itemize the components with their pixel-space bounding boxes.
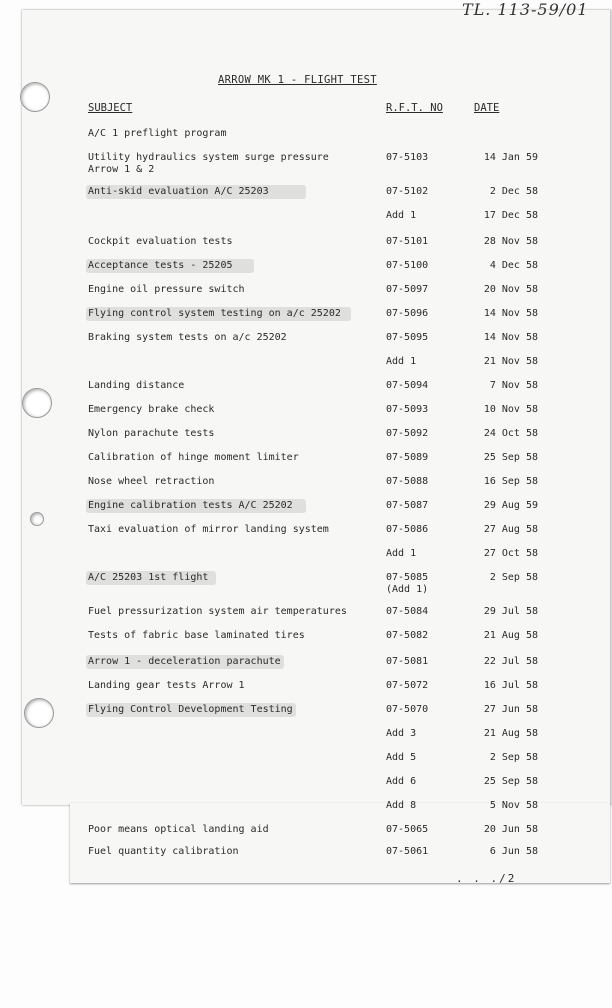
row-rft-number: 07-5093	[386, 404, 429, 415]
row-rft-number: 07-5087	[386, 500, 429, 511]
row-date: 21 Aug 58	[483, 728, 538, 739]
row-subject: Tests of fabric base laminated tires	[88, 630, 305, 641]
row-rft-number: 07-5084	[386, 606, 429, 617]
row-rft-number: Add 8	[386, 800, 417, 811]
row-date: 27 Oct 58	[483, 548, 538, 559]
row-date: 10 Nov 58	[483, 404, 538, 415]
row-subject: Braking system tests on a/c 25202	[88, 332, 287, 343]
row-subject: Acceptance tests - 25205	[88, 260, 233, 271]
binder-hole-bottom	[24, 698, 54, 728]
row-date: 2 Dec 58	[489, 186, 538, 197]
row-subject: Flying control system testing on a/c 25202	[88, 308, 341, 319]
row-subject: Poor means optical landing aid	[88, 824, 269, 835]
row-date: 27 Jun 58	[483, 704, 538, 715]
row-subject: Arrow 1 - deceleration parachute	[88, 656, 281, 667]
row-subject: Anti-skid evaluation A/C 25203	[88, 186, 269, 197]
row-subject: Nylon parachute tests	[88, 428, 215, 439]
binder-hole-top	[20, 82, 50, 112]
row-rft-number: 07-5095	[386, 332, 429, 343]
handwritten-reference: TL. 113-59/01	[462, 0, 589, 19]
row-date: 7 Nov 58	[489, 380, 538, 391]
row-date: 21 Aug 58	[483, 630, 538, 641]
row-rft-number: 07-5094	[386, 380, 429, 391]
row-subject: Emergency brake check	[88, 404, 215, 415]
row-date: 21 Nov 58	[483, 356, 538, 367]
row-date: 6 Jun 58	[489, 846, 538, 857]
row-subject: Engine calibration tests A/C 25202	[88, 500, 293, 511]
row-subject: Nose wheel retraction	[88, 476, 215, 487]
row-date: 29 Aug 59	[483, 500, 538, 511]
row-rft-number: Add 6	[386, 776, 417, 787]
row-subject: A/C 25203 1st flight	[88, 572, 209, 583]
row-date: 16 Jul 58	[483, 680, 538, 691]
row-rft-number: Add 1	[386, 548, 417, 559]
row-rft-number: 07-5065	[386, 824, 429, 835]
underlying-sheet	[70, 803, 610, 883]
continuation-marker: . . ./2	[456, 872, 517, 885]
row-rft-number: 07-5100	[386, 260, 429, 271]
row-date: 17 Dec 58	[483, 210, 538, 221]
row-date: 25 Sep 58	[483, 776, 538, 787]
row-rft-number: 07-5089	[386, 452, 429, 463]
row-rft-number: Add 3	[386, 728, 417, 739]
row-rft-number: 07-5096	[386, 308, 429, 319]
row-date: 4 Dec 58	[489, 260, 538, 271]
binder-hole-small	[30, 512, 44, 526]
row-rft-number: Add 1	[386, 356, 417, 367]
row-rft-number: 07-5085 (Add 1)	[386, 572, 429, 595]
row-subject: Fuel quantity calibration	[88, 846, 239, 857]
row-rft-number: 07-5088	[386, 476, 429, 487]
row-date: 2 Sep 58	[489, 752, 538, 763]
row-rft-number: Add 5	[386, 752, 417, 763]
row-rft-number: 07-5086	[386, 524, 429, 535]
row-rft-number: 07-5102	[386, 186, 429, 197]
row-rft-number: Add 1	[386, 210, 417, 221]
row-date: 14 Jan 59	[483, 152, 538, 163]
row-date: 2 Sep 58	[489, 572, 538, 583]
row-date: 29 Jul 58	[483, 606, 538, 617]
row-date: 20 Jun 58	[483, 824, 538, 835]
row-date: 24 Oct 58	[483, 428, 538, 439]
row-subject: Landing gear tests Arrow 1	[88, 680, 245, 691]
row-date: 14 Nov 58	[483, 308, 538, 319]
header-date: DATE	[474, 102, 500, 114]
row-rft-number: 07-5072	[386, 680, 429, 691]
row-rft-number: 07-5061	[386, 846, 429, 857]
row-date: 25 Sep 58	[483, 452, 538, 463]
row-date: 27 Aug 58	[483, 524, 538, 535]
row-rft-number: 07-5081	[386, 656, 429, 667]
binder-hole-middle	[22, 388, 52, 418]
row-subject: A/C 1 preflight program	[88, 128, 227, 139]
row-subject: Taxi evaluation of mirror landing system	[88, 524, 329, 535]
page-title: ARROW MK 1 - FLIGHT TEST	[218, 74, 377, 86]
row-rft-number: 07-5103	[386, 152, 429, 163]
row-subject: Landing distance	[88, 380, 185, 391]
row-subject: Cockpit evaluation tests	[88, 236, 233, 247]
row-rft-number: 07-5070	[386, 704, 429, 715]
row-date: 16 Sep 58	[483, 476, 538, 487]
row-subject: Fuel pressurization system air temperatures	[88, 606, 347, 617]
row-subject: Utility hydraulics system surge pressure Arrow 1 & 2	[88, 152, 329, 175]
header-subject: SUBJECT	[88, 102, 133, 114]
header-rft: R.F.T. NO	[386, 102, 443, 114]
row-rft-number: 07-5097	[386, 284, 429, 295]
row-date: 22 Jul 58	[483, 656, 538, 667]
row-rft-number: 07-5082	[386, 630, 429, 641]
row-date: 5 Nov 58	[489, 800, 538, 811]
row-rft-number: 07-5092	[386, 428, 429, 439]
row-date: 14 Nov 58	[483, 332, 538, 343]
row-date: 20 Nov 58	[483, 284, 538, 295]
row-subject: Flying Control Development Testing	[88, 704, 293, 715]
row-date: 28 Nov 58	[483, 236, 538, 247]
row-subject: Engine oil pressure switch	[88, 284, 245, 295]
row-subject: Calibration of hinge moment limiter	[88, 452, 299, 463]
row-rft-number: 07-5101	[386, 236, 429, 247]
